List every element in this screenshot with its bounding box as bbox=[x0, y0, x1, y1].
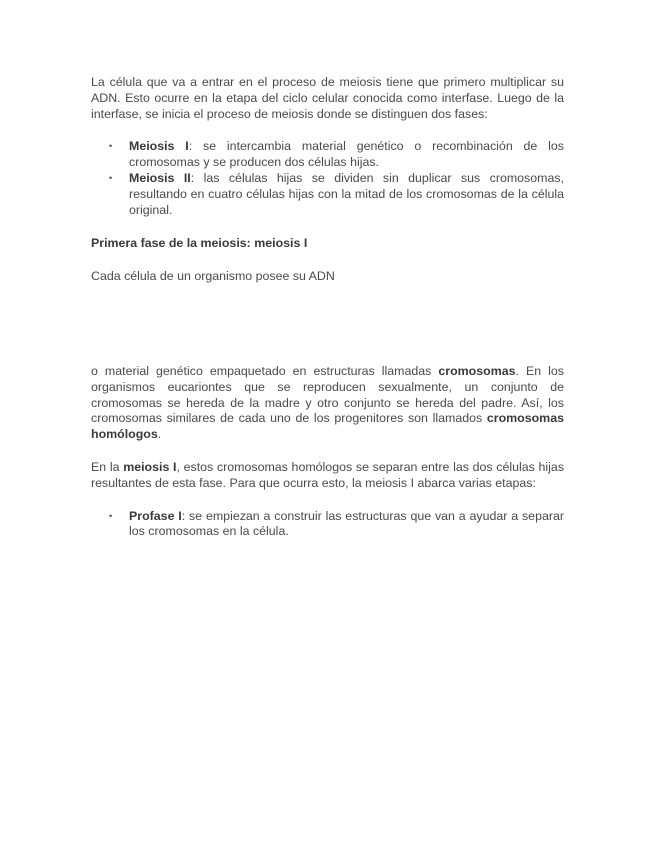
stages-list bbox=[91, 509, 564, 541]
chromosomes-paragraph bbox=[91, 364, 564, 443]
list-item-text: : las células hijas se dividen sin duplicar sus cromosomas, resultando en cuatro células hijas con la mitad de los cromosomas de la célula original. bbox=[129, 170, 564, 217]
chromosomes-text-2: . En los organismos eucariontes que se reproducen sexualmente, un conjunto de cromosomas se hereda de la madre y otro conjunto se hereda del padre. Así, los cromosomas similares de cada uno de los progenitores son llamados bbox=[91, 363, 564, 426]
list-item bbox=[91, 139, 564, 171]
term-meiosis-i: Meiosis I bbox=[129, 139, 189, 154]
term-meiosis-i-inline: meiosis I bbox=[123, 459, 177, 474]
list-item bbox=[91, 171, 564, 218]
term-meiosis-ii: Meiosis II bbox=[129, 170, 191, 185]
list-item-text: : se intercambia material genético o recombinación de los cromosomas y se producen dos células hijas. bbox=[129, 139, 564, 170]
list-item bbox=[91, 509, 564, 541]
meiosis-i-paragraph bbox=[91, 460, 564, 492]
section-heading: Primera fase de la meiosis: meiosis I bbox=[91, 236, 308, 251]
chromosomes-text-3: . bbox=[157, 427, 162, 442]
bullet: • bbox=[109, 510, 113, 521]
organism-line: Cada célula de un organismo posee su ADN bbox=[91, 269, 335, 284]
document-page bbox=[91, 75, 564, 540]
term-profase-i: Profase I bbox=[129, 508, 182, 523]
chromosomes-text-1: o material genético empaquetado en estructuras llamadas bbox=[91, 363, 439, 378]
term-cromosomas: cromosomas bbox=[438, 363, 516, 378]
bullet: • bbox=[109, 172, 113, 183]
intro-paragraph: La célula que va a entrar en el proceso de meiosis tiene que primero multiplicar su ADN. Esto ocurre en la etapa del ciclo celular conocida como interfase. Luego de la interfase, se inicia el proceso de meiosis donde se distinguen dos fases: bbox=[91, 75, 564, 121]
meiosis-i-text-1: En la bbox=[91, 459, 124, 474]
meiosis-i-text-2: , estos cromosomas homólogos se separan entre las dos células hijas resultantes de esta fase. Para que ocurra esto, la meiosis I abarca varias etapas: bbox=[91, 459, 565, 490]
term-cromosomas-homologos: cromosomas homólogos bbox=[91, 411, 564, 442]
phases-list bbox=[91, 139, 564, 218]
list-item-text: : se empiezan a construir las estructuras que van a ayudar a separar los cromosomas en la célula. bbox=[129, 508, 564, 539]
bullet: • bbox=[109, 141, 113, 152]
